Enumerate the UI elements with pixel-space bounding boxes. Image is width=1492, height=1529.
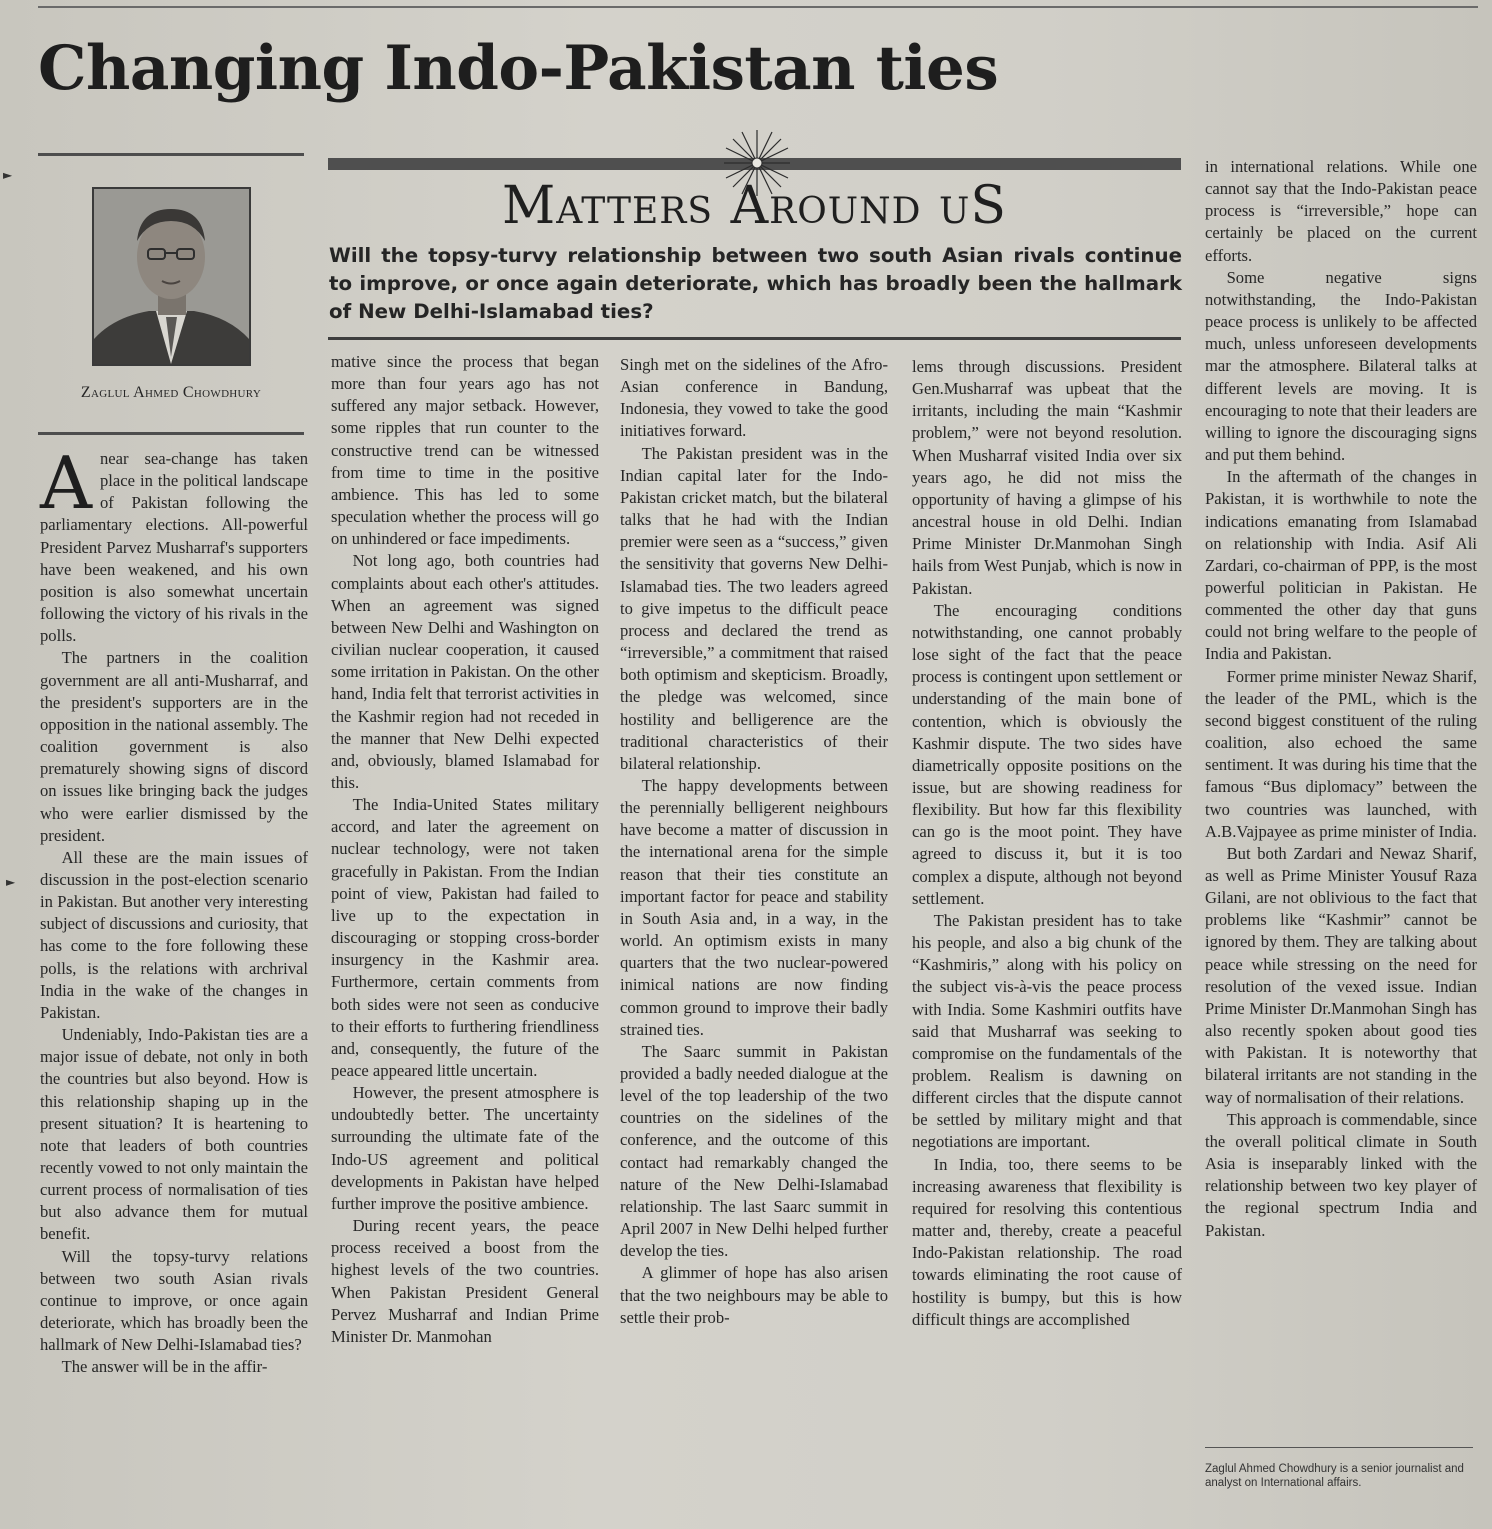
paragraph: A glimmer of hope has also arisen that the two neighbours may be able to settle their prob- bbox=[620, 1263, 888, 1327]
column-title: Matters Around uS bbox=[502, 176, 1007, 236]
author-rule-top bbox=[38, 153, 304, 156]
paragraph: Some negative signs notwithstanding, the Indo-Pakistan peace process is unlikely to be affected much, unless unforeseen developments mar the atmosphere. Bilateral talks at different levels are moving. It is encouraging to note that their leaders are willing to ignore the discouraging signs and put them behind. bbox=[1205, 267, 1477, 465]
article-column-2 bbox=[331, 351, 599, 1348]
headline: Changing Indo-Pakistan ties bbox=[38, 33, 999, 104]
margin-arrow-icon: ► bbox=[6, 875, 16, 889]
paragraph: The partners in the coalition government are all anti-Musharraf, and the president's supporters are in the opposition in the national assembly. The coalition government is also prematurely showing signs of discord on issues like bringing back the judges who were earlier dismissed by the president. bbox=[40, 648, 308, 845]
drop-cap: A bbox=[40, 441, 92, 525]
paragraph: During recent years, the peace process received a boost from the highest levels of the two countries. When Pakistan President General Pervez Musharraf and Indian Prime Minister Dr. Manmohan bbox=[331, 1216, 599, 1346]
paragraph: Undeniably, Indo-Pakistan ties are a major issue of debate, not only in both the countries but also beyond. How is this relationship shaping up in the present situation? It is heartening to note that leaders of both countries recently vowed to not only maintain the current process of normalisation of ties but also advance them for mutual benefit. bbox=[40, 1025, 308, 1244]
paragraph: in international relations. While one cannot say that the Indo-Pakistan peace process is “irreversible,” hope can certainly be placed on the current efforts. bbox=[1205, 157, 1477, 265]
author-rule-bottom bbox=[38, 432, 304, 435]
article-column-1 bbox=[40, 441, 308, 1379]
paragraph: The encouraging conditions notwithstanding, one cannot probably lose sight of the fact that the peace process is contingent upon settlement or understanding of the main bone of contention, which is obviously the Kashmir dispute. The two sides have diametrically opposite positions on the issue, but are showing readiness for flexibility. But how far this flexibility can go is the moot point. They have agreed to discuss it, but it is too complex a dispute, although not beyond settlement. bbox=[912, 600, 1182, 908]
author-bio: Zaglul Ahmed Chowdhury is a senior journalist and analyst on International affairs. bbox=[1205, 1463, 1464, 1489]
article-column-5 bbox=[1205, 156, 1477, 1242]
paragraph: lems through discussions. President Gen.Musharraf was upbeat that the irritants, including the main “Kashmir problem,” were not beyond resolution. When Musharraf visited India over six years ago, he did not miss the opportunity of having a glimpse of his ancestral house in old Delhi. Indian Prime Minister Dr.Manmohan Singh hails from West Punjab, which is now in Pakistan. bbox=[912, 357, 1182, 598]
paragraph: However, the present atmosphere is undoubtedly better. The uncertainty surrounding the ultimate fate of the Indo-US agreement and political developments in Pakistan have helped further improve the positive ambience. bbox=[331, 1083, 599, 1213]
paragraph: The Pakistan president was in the Indian capital later for the Indo-Pakistan cricket match, but the bilateral talks that he had with the Indian premier were seen as a “success,” given the sensitivity that governs New Delhi-Islamabad ties. The two leaders agreed to give impetus to the difficult peace process and declared the trend as “irreversible,” a commitment that raised both optimism and skepticism. Broadly, the pledge was welcomed, since hostility and belligerence are the traditional characteristics of their bilateral relationship. bbox=[620, 443, 888, 773]
deck-subheadline: Will the topsy-turvy relationship between two south Asian rivals continue to improve, or once again deteriorate, which has broadly been the hallmark of New Delhi-Islamabad ties? bbox=[329, 244, 1182, 323]
paragraph: This approach is commendable, since the overall political climate in South Asia is inseparably linked with the relationship between two key player of the regional spectrum India and Pakistan. bbox=[1205, 1109, 1477, 1240]
bio-rule bbox=[1205, 1447, 1473, 1448]
paragraph: The Pakistan president has to take his people, and also a big chunk of the “Kashmiris,” along with his policy on the subject vis-à-vis the peace process with India. Some Kashmiri outfits have said that Musharraf was seeking to compromise on the fundamentals of the problem. Realism is dawning on different circles that the dispute cannot be settled by military might and that negotiations are important. bbox=[912, 910, 1182, 1152]
paragraph: But both Zardari and Newaz Sharif, as well as Prime Minister Yousuf Raza Gilani, are not oblivious to the fact that problems like “Kashmir” cannot be ignored by them. They are talking about peace while stressing on the need for resolution of the vexed issue. Indian Prime Minister Dr.Manmohan Singh has also recently spoken about good ties with Pakistan. It is noteworthy that bilateral irritants are not standing in the way of normalisation of their relations. bbox=[1205, 843, 1477, 1107]
paragraph: Anear sea-change has taken place in the political landscape of Pakistan following the parliamentary elections. All-powerful President Parvez Musharraf's supporters have been weakened, and his own position is also somewhat uncertain following the victory of his rivals in the polls. bbox=[40, 441, 308, 646]
paragraph: In India, too, there seems to be increasing awareness that flexibility is required for resolving this contentious matter and, thereby, create a peaceful Indo-Pakistan relationship. The road towards eliminating the root cause of hostility is bumpy, but this is how difficult things are accomplished bbox=[912, 1154, 1182, 1329]
author-photo bbox=[92, 187, 251, 366]
paragraph: The answer will be in the affir- bbox=[61, 1357, 268, 1377]
paragraph: Not long ago, both countries had complaints about each other's attitudes. When an agreement was signed between New Delhi and Washington on civilian nuclear cooperation, it caused some irritation in Pakistan. On the other hand, India felt that terrorist activities in the Kashmir region had not receded in the manner that New Delhi expected and, obviously, blamed Islamabad for this. bbox=[331, 551, 599, 792]
paragraph: Former prime minister Newaz Sharif, the leader of the PML, which is the second biggest constituent of the ruling coalition, also echoed the same sentiment. It was during his time that the famous “Bus diplomacy” between the two countries was launched, with A.B.Vajpayee as prime minister of India. bbox=[1205, 666, 1477, 841]
paragraph: Will the topsy-turvy relations between two south Asian rivals continue to improve, or once again deteriorate, which has broadly been the hallmark of New Delhi-Islamabad ties? bbox=[40, 1246, 308, 1355]
paragraph: The India-United States military accord, and later the agreement on nuclear technology, were not taken gracefully in Pakistan. From the Indian point of view, Pakistan had failed to live up to the expectation in discouraging or stopping cross-border insurgency in the Kashmir area. Furthermore, certain comments from both sides were not seen as conducive to their efforts to furthering friendliness and, consequently, the future of the peace appeared little uncertain. bbox=[331, 795, 599, 1080]
article-column-4 bbox=[912, 356, 1182, 1331]
author-byline: Zaglul Ahmed Chowdhury bbox=[80, 384, 262, 401]
paragraph: The Saarc summit in Pakistan provided a badly needed dialogue at the level of the top leadership of the two countries on the sidelines of the conference, and the outcome of this contact had remarkably changed the nature of the New Delhi-Islamabad relationship. The last Saarc summit in April 2007 in New Delhi helped further develop the ties. bbox=[620, 1041, 888, 1261]
paragraph: Singh met on the sidelines of the Afro-Asian conference in Bandung, Indonesia, they vowed to take the good initiatives forward. bbox=[620, 355, 888, 441]
paragraph: In the aftermath of the changes in Pakistan, it is worthwhile to note the indications emanating from Islamabad on relationship with India. Asif Ali Zardari, co-chairman of PPP, is the most powerful politician in Pakistan. He commented the other day that guns could not bring welfare to the people of India and Pakistan. bbox=[1205, 467, 1477, 664]
article-column-3 bbox=[620, 354, 888, 1329]
top-rule bbox=[38, 6, 1478, 8]
paragraph: mative since the process that began more than four years ago has not suffered any major setback. However, some ripples that run counter to the constructive trend can be witnessed from time to time in the positive ambience. This has led to some speculation whether the process will go on unhindered or face impediments. bbox=[331, 352, 599, 549]
margin-arrow-icon: ► bbox=[3, 168, 13, 182]
deck-rule bbox=[328, 337, 1181, 340]
paragraph: The happy developments between the perennially belligerent neighbours have become a matter of discussion in the international arena for the simple reason that their ties constitute an important factor for peace and stability in South Asia and, in a way, in the world. An optimism exists in many quarters that the two nuclear-powered inimical nations are now finding common ground to improve their badly strained ties. bbox=[620, 775, 888, 1039]
paragraph: All these are the main issues of discussion in the post-election scenario in Pakistan. But another very interesting subject of discussions and curiosity, that has come to the fore following these polls, is the relations with archrival India in the wake of the changes in Pakistan. bbox=[40, 847, 308, 1022]
author-portrait bbox=[94, 189, 249, 364]
